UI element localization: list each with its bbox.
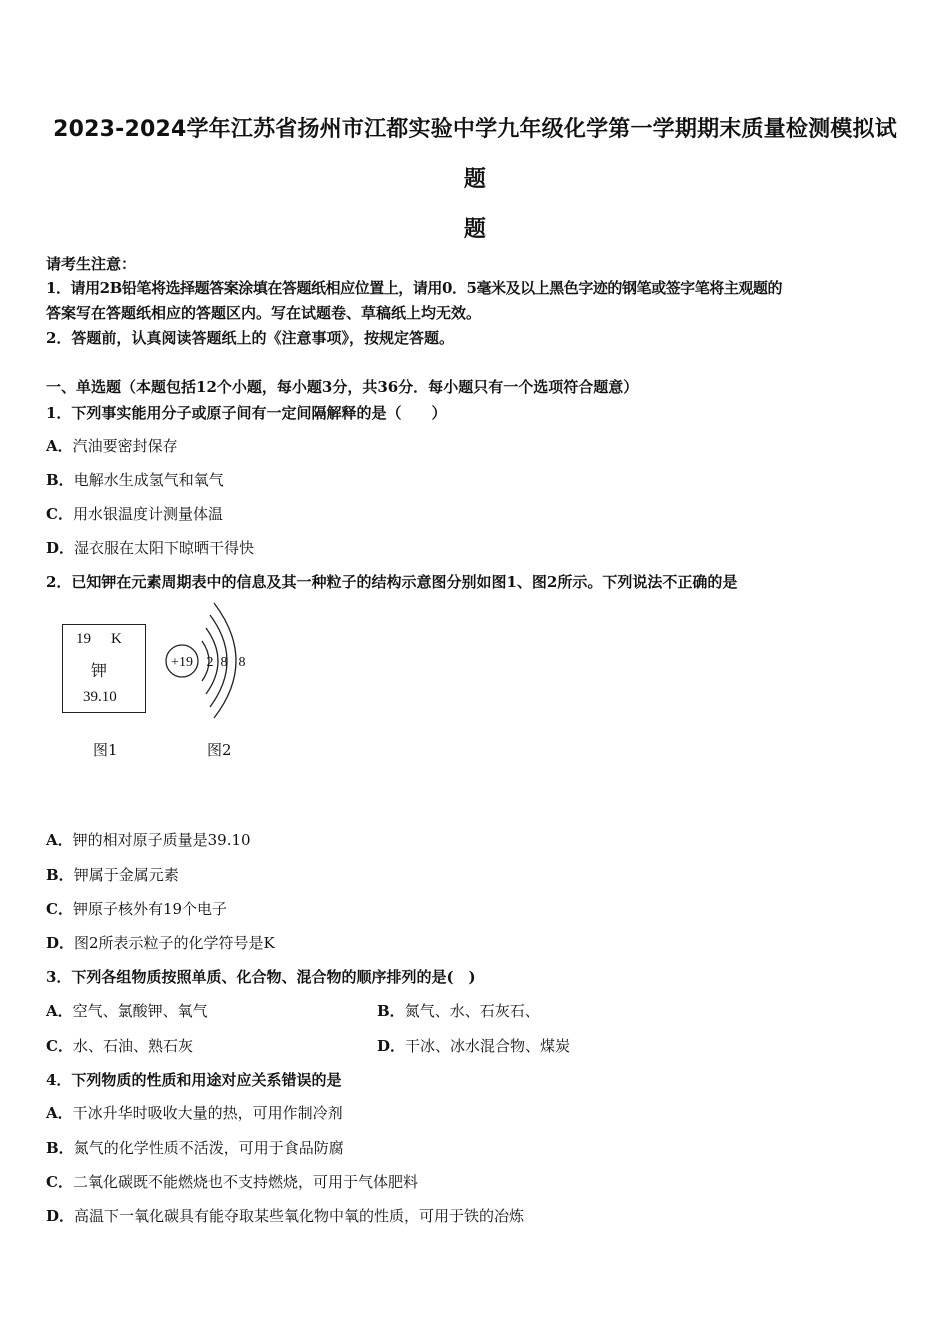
option-text: 高温下一氧化碳具有能夺取某些氧化物中氧的性质，可用于铁的冶炼 <box>74 1207 525 1225</box>
page-title: 2023-2024学年江苏省扬州市江都实验中学九年级化学第一学期期末质量检测模拟试 <box>53 117 897 142</box>
shell-electrons-1: 2 <box>206 655 214 670</box>
question-3-option-c <box>46 1035 193 1056</box>
question-2-option-c <box>46 898 227 919</box>
option-text: 干冰升华时吸收大量的热，可用作制冷剂 <box>72 1104 343 1122</box>
question-2-stem: 2．已知钾在元素周期表中的信息及其一种粒子的结构示意图分别如图1、图2所示。下列说法不正确的是 <box>46 573 738 591</box>
option-label: C． <box>46 1037 73 1055</box>
question-4-option-c <box>46 1171 418 1192</box>
atomic-mass: 39.10 <box>83 689 117 705</box>
question-4-option-b <box>46 1137 344 1158</box>
notice-item-1: 1．请用2B铅笔将选择题答案涂填在答题纸相应位置上，请用0．5毫米及以上黑色字迹的钢笔或签字笔将主观题的 <box>46 279 783 297</box>
atomic-number: 19 <box>76 631 91 647</box>
question-4-option-d <box>46 1205 524 1226</box>
question-4-stem: 4．下列物质的性质和用途对应关系错误的是 <box>46 1071 342 1089</box>
option-text: 氮气的化学性质不活泼，可用于食品防腐 <box>73 1139 344 1157</box>
question-1-option-a <box>46 435 178 456</box>
option-label: D． <box>46 934 75 952</box>
option-label: A． <box>46 1104 73 1122</box>
page-title-continued-2: 题 <box>463 217 487 242</box>
question-2-option-d <box>46 932 275 953</box>
option-text: 干冰、冰水混合物、煤炭 <box>405 1037 571 1055</box>
question-3-stem: 3．下列各组物质按照单质、化合物、混合物的顺序排列的是( ) <box>46 968 476 986</box>
nucleus-charge: +19 <box>171 655 193 670</box>
option-text: 图2所表示粒子的化学符号是K <box>74 934 275 952</box>
question-2-option-a <box>46 829 251 850</box>
question-1-option-c <box>46 503 223 524</box>
option-label: D． <box>46 1207 75 1225</box>
option-label: A． <box>46 831 73 849</box>
notice-heading: 请考生注意： <box>46 255 137 273</box>
option-text: 湿衣服在太阳下晾晒干得快 <box>74 539 255 557</box>
shell-electrons-3: 8 <box>238 655 246 670</box>
option-label: C． <box>46 505 73 523</box>
shell-electrons-2: 8 <box>220 655 228 670</box>
question-2-option-b <box>46 864 179 885</box>
option-label: D． <box>377 1037 406 1055</box>
option-text: 氮气、水、石灰石、 <box>404 1002 540 1020</box>
question-3-option-a <box>46 1000 208 1021</box>
option-text: 用水银温度计测量体温 <box>72 505 223 523</box>
option-label: B． <box>46 471 74 489</box>
option-label: B． <box>46 866 74 884</box>
option-text: 电解水生成氢气和氧气 <box>73 471 224 489</box>
page-title-continued: 题 <box>463 167 487 192</box>
option-label: A． <box>46 1002 73 1020</box>
periodic-table-cell <box>62 624 146 713</box>
option-text: 空气、氯酸钾、氧气 <box>72 1002 208 1020</box>
figure-1-caption: 图1 <box>93 741 118 759</box>
option-label: C． <box>46 1173 73 1191</box>
option-text: 钾属于金属元素 <box>73 866 179 884</box>
option-label: C． <box>46 900 73 918</box>
option-label: A． <box>46 437 73 455</box>
option-text: 汽油要密封保存 <box>72 437 178 455</box>
option-label: B． <box>377 1002 405 1020</box>
figure-2-caption: 图2 <box>207 741 232 759</box>
option-text: 钾原子核外有19个电子 <box>72 900 228 918</box>
question-1-option-b <box>46 469 224 490</box>
question-3-option-b <box>377 1000 540 1021</box>
question-1-stem: 1．下列事实能用分子或原子间有一定间隔解释的是（ ） <box>46 404 447 422</box>
element-name: 钾 <box>91 663 108 680</box>
option-text: 钾的相对原子质量是39.10 <box>72 831 251 849</box>
option-label: D． <box>46 539 75 557</box>
notice-item-1-cont: 答案写在答题纸相应的答题区内。写在试题卷、草稿纸上均无效。 <box>46 304 482 322</box>
option-label: B． <box>46 1139 74 1157</box>
notice-item-2: 2．答题前，认真阅读答题纸上的《注意事项》，按规定答题。 <box>46 329 454 347</box>
option-text: 二氧化碳既不能燃烧也不支持燃烧，可用于气体肥料 <box>72 1173 418 1191</box>
option-text: 水、石油、熟石灰 <box>72 1037 193 1055</box>
question-1-option-d <box>46 537 254 558</box>
atomic-structure-diagram <box>160 600 260 725</box>
question-4-option-a <box>46 1102 343 1123</box>
question-3-option-d <box>377 1035 570 1056</box>
section-heading: 一、单选题（本题包括12个小题，每小题3分，共36分．每小题只有一个选项符合题意） <box>46 378 639 396</box>
element-symbol: K <box>111 631 122 647</box>
